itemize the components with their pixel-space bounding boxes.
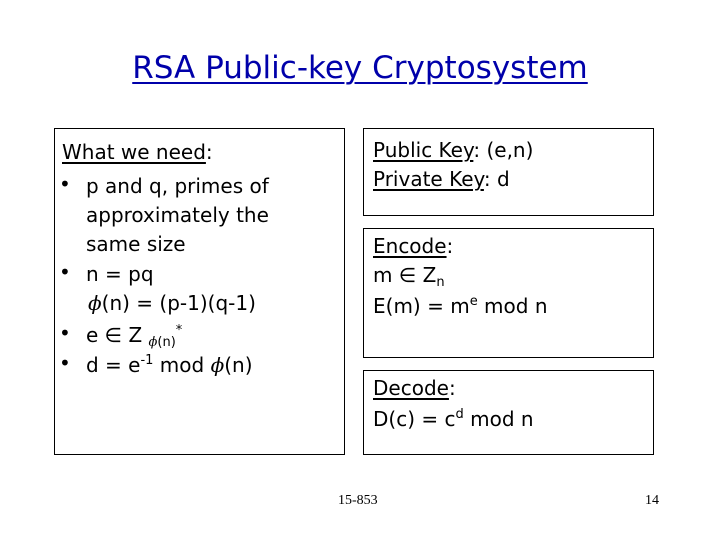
bullet-icon: • bbox=[59, 260, 71, 284]
decode-box bbox=[363, 370, 654, 455]
phi-formula: ϕ(n) = (p-1)(q-1) bbox=[88, 291, 256, 315]
keys-box bbox=[363, 128, 654, 216]
requirements-heading: What we need: bbox=[62, 140, 213, 164]
message-domain: m ∈ $Z_n$ bbox=[373, 263, 445, 290]
primes-line-3: same size bbox=[86, 232, 186, 256]
primes-line-2: approximately the bbox=[86, 203, 269, 227]
private-key-line: Private Key: d bbox=[373, 167, 510, 191]
bullet-icon: • bbox=[59, 321, 71, 345]
element-of-symbol: ∈ bbox=[104, 323, 123, 347]
d-formula: $d = e^{-1}$ mod ϕ(n) bbox=[86, 353, 253, 377]
page-number: 14 bbox=[645, 493, 659, 508]
phi-symbol: ϕ bbox=[88, 291, 102, 315]
bullet-icon: • bbox=[59, 351, 71, 375]
requirements-box bbox=[54, 128, 345, 455]
public-key-line: Public Key: (e,n) bbox=[373, 138, 534, 162]
element-of-symbol: ∈ bbox=[398, 263, 417, 287]
e-membership: e ∈ Z $_{\phi(n)}$* bbox=[86, 323, 183, 350]
encode-heading: Encode: bbox=[373, 234, 454, 258]
decode-formula: $D(c) = c^d$ mod n bbox=[373, 407, 534, 431]
decode-heading: Decode: bbox=[373, 376, 456, 400]
encode-box bbox=[363, 228, 654, 358]
encode-formula: $E(m) = m^e$ mod n bbox=[373, 294, 548, 318]
n-equals-pq: n = pq bbox=[86, 262, 154, 286]
slide-title: RSA Public-key Cryptosystem bbox=[132, 50, 588, 86]
primes-line-1: p and q, primes of bbox=[86, 174, 269, 198]
bullet-icon: • bbox=[59, 172, 71, 196]
course-number: 15-853 bbox=[338, 493, 378, 508]
